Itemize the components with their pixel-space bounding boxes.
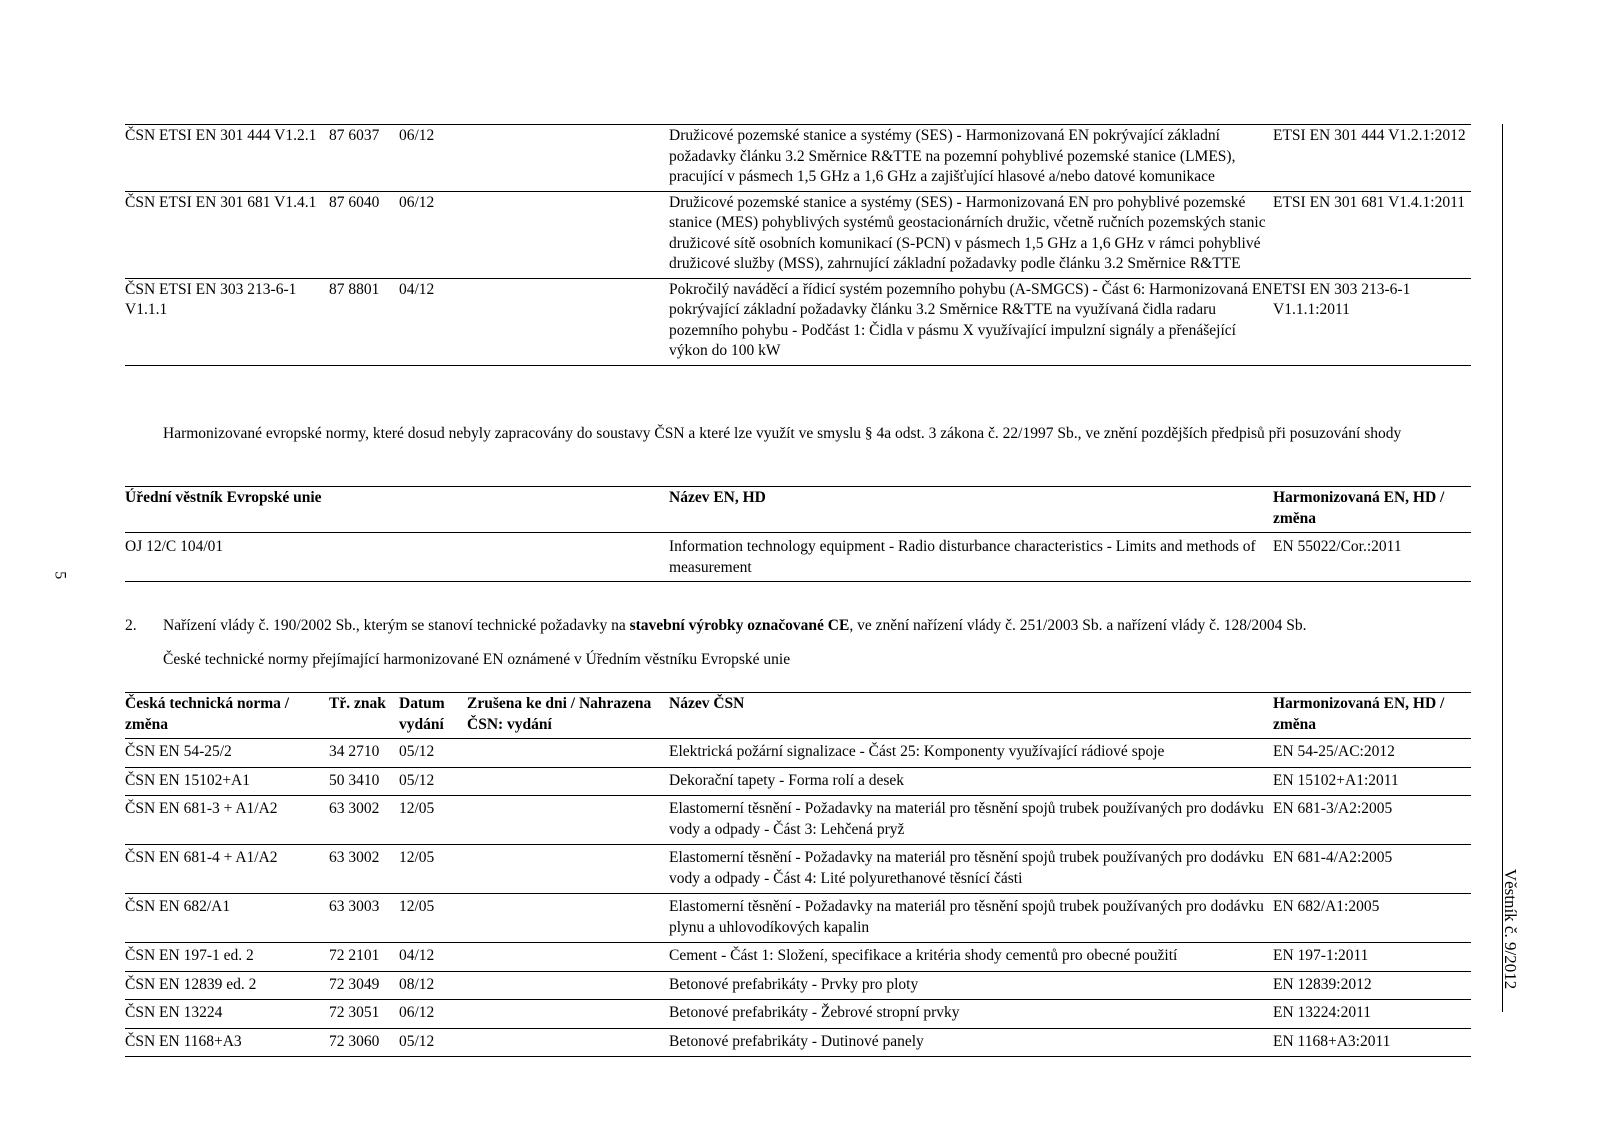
cell-harm: EN 13224:2011: [1273, 1004, 1372, 1021]
table-row: [125, 894, 1471, 943]
cell-datum: 06/12: [399, 1004, 435, 1021]
table-row: [125, 845, 1471, 894]
construction-products-table: [125, 692, 1471, 1057]
cell-norma: ČSN EN 12839 ed. 2: [125, 975, 257, 993]
cell-nazev: Elastomerní těsnění - Požadavky na materiál pro těsnění spojů trubek používaných pro dodávku plynu a uhlovodíkových kapalin: [669, 898, 1264, 936]
cell-datum: 05/12: [399, 743, 435, 760]
cell-znak: 50 3410: [329, 771, 380, 789]
section-number: 2.: [125, 617, 137, 634]
table-row: [125, 739, 1471, 768]
cell-nazev: Pokročilý naváděcí a řídicí systém pozemního pohybu (A-SMGCS) - Část 6: Harmonizovaná EN pokrývající základní požadavky článku 3.2 Směrnice R&TTE na využívaná čidla radaru pozemního pohybu - Podčást 1: Čidla v pásmu X využívající impulzní signály a přenášející výkon do 100 kW: [669, 280, 1273, 359]
cell-zrusena: [467, 971, 669, 1000]
cell-datum: 05/12: [399, 1032, 435, 1050]
cell-datum: 12/05: [399, 800, 435, 817]
table-row: [125, 971, 1471, 1000]
table-header-row: [125, 487, 1471, 533]
cell-harm: ETSI EN 301 681 V1.4.1:2011: [1273, 193, 1466, 211]
cell-nazev: Elektrická požární signalizace - Část 25: Komponenty využívající rádiové spoje: [669, 743, 1165, 760]
page-number: 5: [51, 571, 69, 580]
header-en-name: Název EN, HD: [669, 489, 766, 506]
header-issue-date: Datum vydání: [399, 695, 445, 733]
cell-znak: 87 6040: [329, 193, 380, 211]
cell-znak: 63 3002: [329, 849, 380, 866]
header-class-code: Tř. znak: [329, 695, 386, 712]
cell-norma: ČSN ETSI EN 301 444 V1.2.1: [125, 127, 317, 144]
cell-norma: ČSN EN 1168+A3: [125, 1032, 242, 1050]
cell-datum: 12/05: [399, 849, 435, 866]
cell-harm: EN 681-3/A2:2005: [1273, 800, 1393, 817]
cell-harm: EN 681-4/A2:2005: [1273, 849, 1393, 866]
cell-znak: 63 3003: [329, 898, 380, 915]
cell-norma: ČSN EN 13224: [125, 1004, 223, 1021]
cell-norma: ČSN ETSI EN 301 681 V1.4.1: [125, 193, 317, 211]
cell-nazev: Elastomerní těsnění - Požadavky na materiál pro těsnění spojů trubek používaných pro dodávku vody a odpady - Část 4: Lité polyurethanové těsnící části: [669, 849, 1264, 887]
cell-norma: ČSN EN 682/A1: [125, 898, 231, 915]
cell-nazev: Cement - Část 1: Složení, specifikace a kritéria shody cementů pro obecné použití: [669, 947, 1178, 964]
cell-datum: 06/12: [399, 193, 435, 211]
cell-norma: ČSN EN 681-3 + A1/A2: [125, 800, 278, 817]
cell-zrusena: [467, 845, 669, 894]
cell-datum: 04/12: [399, 947, 435, 964]
standards-table-continued: [125, 124, 1471, 366]
table-row: [125, 796, 1471, 845]
table-row: [125, 191, 1471, 278]
cell-zrusena: [467, 739, 669, 768]
cell-zrusena: [467, 894, 669, 943]
cell-znak: 63 3002: [329, 800, 380, 817]
table-row: [125, 533, 1471, 582]
cell-zrusena: [467, 943, 669, 972]
cell-norma: ČSN EN 681-4 + A1/A2: [125, 849, 278, 866]
section-2-subtitle: České technické normy přejímající harmonizované EN oznámené v Úředním věstníku Evropské unie: [163, 651, 791, 668]
header-withdrawn: Zrušena ke dni / Nahrazena ČSN: vydání: [467, 695, 652, 733]
table-row: [125, 125, 1471, 192]
cell-harm: EN 12839:2012: [1273, 975, 1372, 993]
cell-znak: 87 8801: [329, 280, 380, 298]
cell-zrusena: [467, 1000, 669, 1029]
cell-znak: 72 3060: [329, 1032, 380, 1050]
cell-nazev: Elastomerní těsnění - Požadavky na materiál pro těsnění spojů trubek používaných pro dodávku vody a odpady - Část 3: Lehčená pryž: [669, 800, 1264, 838]
cell-datum: 04/12: [399, 280, 435, 298]
cell-zrusena: [467, 278, 669, 365]
table-row: [125, 278, 1471, 365]
cell-datum: 05/12: [399, 771, 435, 789]
table-row: [125, 1000, 1471, 1029]
cell-nazev: Betonové prefabrikáty - Prvky pro ploty: [669, 975, 919, 993]
cell-zrusena: [467, 1028, 669, 1057]
cell-harm: EN 197-1:2011: [1273, 947, 1369, 964]
cell-znak: 72 2101: [329, 947, 380, 964]
cell-norma: ČSN ETSI EN 303 213-6-1 V1.1.1: [125, 280, 297, 318]
cell-harm: EN 54-25/AC:2012: [1273, 743, 1395, 760]
cell-harm: EN 15102+A1:2011: [1273, 771, 1399, 789]
cell-harm: EN 1168+A3:2011: [1273, 1032, 1391, 1050]
bulletin-side-title: Věstník č. 9/2012: [1501, 868, 1520, 990]
cell-znak: 72 3049: [329, 975, 380, 993]
header-norm: Česká technická norma / změna: [125, 695, 290, 733]
table-row: [125, 1028, 1471, 1057]
cell-nazev: Betonové prefabrikáty - Žebrové stropní prvky: [669, 1004, 960, 1021]
cell-datum: 08/12: [399, 975, 435, 993]
table-header-row: [125, 693, 1471, 739]
section-text-bold: stavební výrobky označované CE: [629, 617, 850, 634]
cell-znak: 72 3051: [329, 1004, 380, 1021]
cell-nazev: Information technology equipment - Radio disturbance characteristics - Limits and methods of measurement: [669, 538, 1256, 576]
cell-nazev: Družicové pozemské stanice a systémy (SES) - Harmonizovaná EN pro pohyblivé pozemské stanice (MES) pohyblivých systémů geostacionárních družic, včetně ručních pozemských stanic družicové sítě osobních komunikací (S-PCN) v pásmech 1,5 GHz a 1,6 GHz v rámci pohyblivé družicové služby (MSS), zahrnující základní požadavky podle článku 3.2 Směrnice R&TTE: [669, 193, 1266, 272]
cell-norma: ČSN EN 15102+A1: [125, 771, 250, 789]
cell-harm: EN 55022/Cor.:2011: [1273, 538, 1402, 555]
cell-zrusena: [467, 125, 669, 192]
cell-zrusena: [467, 796, 669, 845]
cell-datum: 06/12: [399, 127, 435, 144]
cell-zrusena: [467, 767, 669, 796]
section-text-after: , ve znění nařízení vlády č. 251/2003 Sb. a nařízení vlády č. 128/2004 Sb.: [849, 617, 1307, 634]
header-eu-journal: Úřední věstník Evropské unie: [125, 489, 322, 506]
harmonized-norms-note: Harmonizované evropské normy, které dosud nebyly zapracovány do soustavy ČSN a které lze využít ve smyslu § 4a odst. 3 zákona č. 22/1997 Sb., ve znění pozdějších předpisů při posuzování shody: [163, 425, 1402, 442]
cell-norma: ČSN EN 54-25/2: [125, 743, 232, 760]
header-harmonized: Harmonizovaná EN, HD / změna: [1273, 695, 1445, 733]
cell-nazev: Družicové pozemské stanice a systémy (SES) - Harmonizovaná EN pokrývající základní požadavky článku 3.2 Směrnice R&TTE na pozemní pohyblivé pozemské stanice (LMES), pracující v pásmech 1,5 GHz a 1,6 GHz a zajišťující hlasové a/nebo datové komunikace: [669, 127, 1236, 185]
header-csn-name: Název ČSN: [669, 695, 745, 712]
section-text-before: Nařízení vlády č. 190/2002 Sb., kterým se stanoví technické požadavky na: [163, 617, 630, 634]
table-row: [125, 943, 1471, 972]
cell-harm: EN 682/A1:2005: [1273, 898, 1380, 915]
cell-zrusena: [467, 191, 669, 278]
cell-datum: 12/05: [399, 898, 435, 915]
eu-journal-table: [125, 486, 1471, 582]
table-row: [125, 767, 1471, 796]
header-harmonized: Harmonizovaná EN, HD / změna: [1273, 489, 1445, 527]
section-2-heading: [125, 616, 1485, 637]
cell-norma: ČSN EN 197-1 ed. 2: [125, 947, 254, 964]
cell-nazev: Betonové prefabrikáty - Dutinové panely: [669, 1032, 924, 1050]
cell-harm: ETSI EN 301 444 V1.2.1:2012: [1273, 127, 1466, 144]
cell-nazev: Dekorační tapety - Forma rolí a desek: [669, 771, 904, 789]
cell-znak: 34 2710: [329, 743, 380, 760]
cell-znak: 87 6037: [329, 127, 380, 144]
cell-harm: ETSI EN 303 213-6-1 V1.1.1:2011: [1273, 280, 1411, 318]
cell-oj: OJ 12/C 104/01: [125, 538, 224, 555]
